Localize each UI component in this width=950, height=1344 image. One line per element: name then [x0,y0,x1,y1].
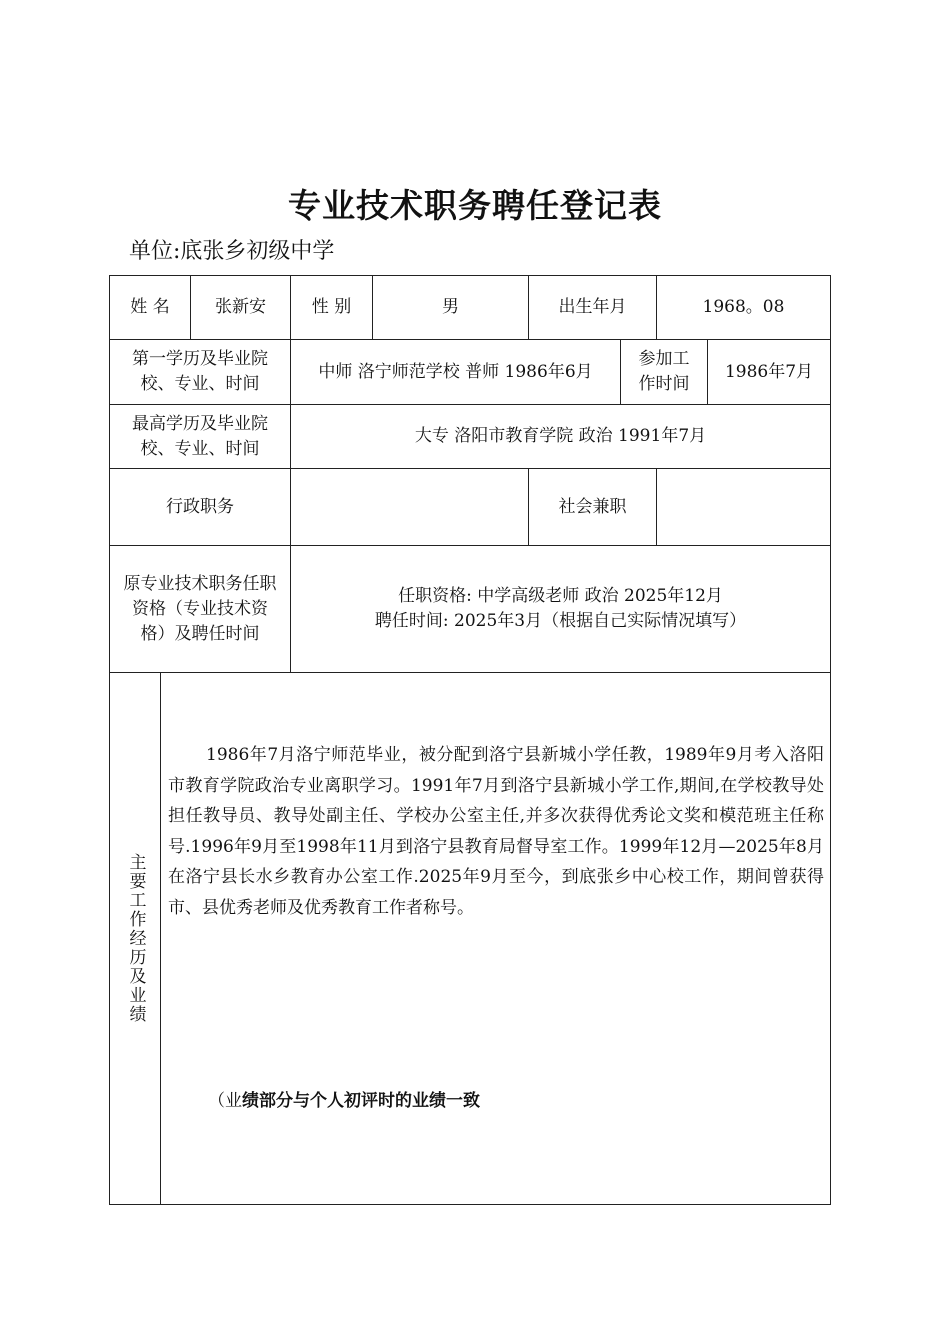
prior-title-label: 原专业技术职务任职资格（专业技术资格）及聘任时间 [109,545,291,673]
achievement-note: （业绩部分与个人初评时的业绩一致 [208,1091,480,1111]
qualification-line: 任职资格: 中学高级老师 政治 2025年12月 [398,586,723,606]
appointment-line: 聘任时间: 2025年3月（根据自己实际情况填写） [374,611,747,631]
work-start-label: 参加工作时间 [620,339,708,405]
highest-education-value: 大专 洛阳市教育学院 政治 1991年7月 [290,404,831,469]
work-history-label: 主要工作经历及业绩 [109,672,161,1205]
work-start-value: 1986年7月 [707,339,831,405]
work-history-text: 1986年7月洛宁师范毕业，被分配到洛宁县新城小学任教，1989年9月考入洛阳市教育学院政治专业离职学习。1991年7月到洛宁县新城小学工作,期间,在学校教导处担任教导员、教导处副主任、学校办公室主任,并多次获得优秀论文奖和模范班主任称号.1996年9月至1998年11月到洛宁县教育局督导室工作。1999年12月—2025年8月在洛宁县长水乡教育办公室工作.2025年9月至今，到底张乡中心校工作，期间曾获得市、县优秀老师及优秀教育工作者称号。 [168,745,824,918]
first-education-value: 中师 洛宁师范学校 普师 1986年6月 [290,339,621,405]
prior-title-value [290,545,831,673]
social-role-value [656,468,831,546]
form-title: 专业技术职务聘任登记表 [288,186,662,225]
first-education-label: 第一学历及毕业院校、专业、时间 [109,339,291,405]
name-label: 姓 名 [109,275,191,340]
gender-label: 性 别 [290,275,373,340]
social-role-label: 社会兼职 [528,468,657,546]
admin-position-value [290,468,529,546]
highest-education-label: 最高学历及毕业院校、专业、时间 [109,404,291,469]
name-value: 张新安 [190,275,291,340]
birth-value: 1968。08 [656,275,831,340]
admin-position-label: 行政职务 [109,468,291,546]
birth-label: 出生年月 [528,275,657,340]
unit-label: 单位:底张乡初级中学 [129,239,335,264]
gender-value: 男 [372,275,529,340]
